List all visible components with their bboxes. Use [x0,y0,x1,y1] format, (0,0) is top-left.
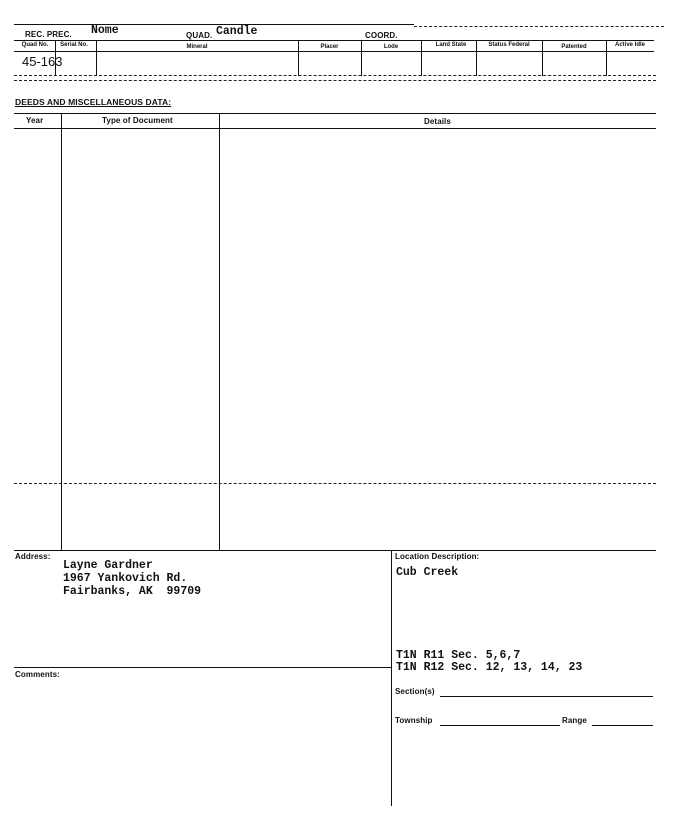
legal-description-2: T1N R12 Sec. 12, 13, 14, 23 [396,661,583,674]
deeds-col-div-1 [61,113,62,550]
deeds-col-details: Details [424,117,451,126]
header-serial-no: Serial No. [60,42,88,48]
deeds-header-rule [14,128,656,129]
deeds-section-title: DEEDS AND MISCELLANEOUS DATA: [15,97,172,107]
quad-no-value: 45-163 [22,54,63,69]
claim-table-bottom-dashed-2 [14,80,656,81]
address-label: Address: [15,552,51,561]
header-lode: Lode [383,44,399,50]
claim-col-div-6 [476,40,477,76]
deeds-col-div-2 [219,113,220,550]
comments-label: Comments: [15,670,60,679]
header-status-federal: Status Federal [488,42,530,48]
header-patented: Patented [561,44,587,50]
range-fill-line [592,725,653,726]
header-top-rule-dashed [414,26,664,27]
deeds-top-rule [14,113,656,114]
header-active-idle: Active Idle [614,42,645,48]
bottom-center-divider [391,550,392,806]
claim-col-div-8 [606,40,607,76]
legal-description-1: T1N R11 Sec. 5,6,7 [396,649,521,662]
quad-label: QUAD. [186,31,213,40]
claim-col-div-5 [421,40,422,76]
header-placer: Placer [320,44,339,50]
header-land-state: Land State [435,42,467,48]
header-top-rule [14,24,414,25]
header-mineral: Mineral [186,44,208,50]
location-label: Location Description: [395,552,480,561]
township-fill-line [440,725,560,726]
claim-table-header-rule [14,51,654,52]
address-line-1: Layne Gardner [63,559,153,572]
address-line-2: 1967 Yankovich Rd. [63,572,188,585]
coord-label: COORD. [365,31,398,40]
sections-label: Section(s) [395,687,435,696]
range-label: Range [562,716,587,725]
header-quad-no: Quad No. [21,42,49,48]
bottom-top-rule [14,550,656,551]
deeds-col-type: Type of Document [102,116,173,125]
address-line-3: Fairbanks, AK 99709 [63,585,202,598]
deeds-dashed-rule [14,483,656,484]
rec-prec-value: Nome [91,24,119,37]
quad-value: Candle [216,25,258,38]
claim-table-bottom-dashed [14,75,656,76]
deeds-col-year: Year [26,116,44,125]
comments-rule [14,667,391,668]
location-value: Cub Creek [396,566,459,579]
sections-fill-line [440,696,653,697]
rec-prec-label: REC. PREC. [25,30,72,39]
claim-table-top-rule [14,40,654,41]
township-label: Township [395,716,433,725]
